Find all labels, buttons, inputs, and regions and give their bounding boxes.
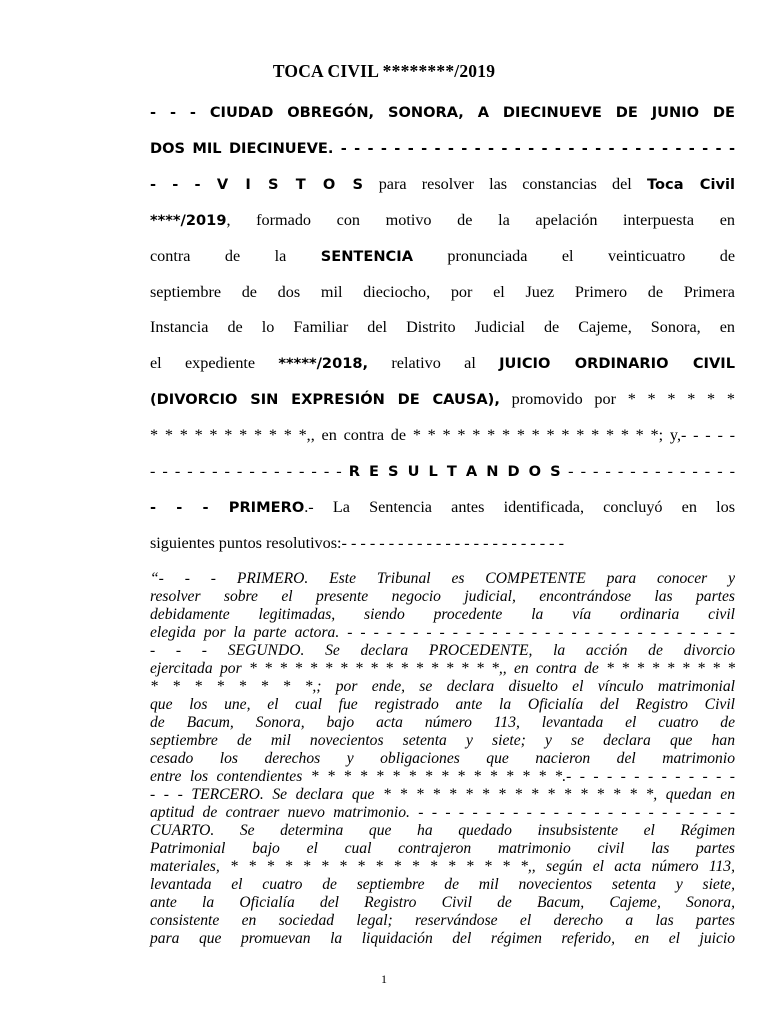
quote-line: materiales, * * * * * * * * * * * * * * * * *,, según el acta número 113,	[150, 858, 735, 875]
paragraph-line: ****/2019, formado con motivo de la apelación interpuesta en	[150, 211, 735, 229]
resultandos-heading: - - - - - - - - - - - - - - - - R E S U L T A N D O S - - - - - - - - - - - - - -	[150, 462, 736, 480]
paragraph-line: (DIVORCIO SIN EXPRESIÓN DE CAUSA), promovido por * * * * * *	[150, 390, 735, 408]
primero-line: - - - PRIMERO.- La Sentencia antes identificada, concluyó en los	[150, 498, 735, 516]
paragraph-line: Instancia de lo Familiar del Distrito Judicial de Cajeme, Sonora, en	[150, 318, 735, 336]
quote-line: consistente en sociedad legal; reservándose el derecho a las partes	[150, 912, 735, 929]
paragraph-line: * * * * * * * * * * *,, en contra de * * * * * * * * * * * * * * * * *; y,- - - - -	[150, 426, 735, 444]
quote-line: que los une, el cual fue registrado ante la Oficialía del Registro Civil	[150, 696, 735, 713]
quote-line: * * * * * * * *,; por ende, se declara disuelto el vínculo matrimonial	[150, 678, 735, 695]
quote-line: levantada el cuatro de septiembre de mil novecientos setenta y siete,	[150, 876, 735, 893]
quote-line: septiembre de mil novecientos setenta y siete; y se declara que han	[150, 732, 735, 749]
quote-line: debidamente legitimadas, siendo procedente la vía ordinaria civil	[150, 606, 735, 623]
document-title: TOCA CIVIL ********/2019	[272, 61, 496, 81]
paragraph-line: el expediente *****/2018, relativo al JUICIO ORDINARIO CIVIL	[150, 354, 735, 372]
quote-line: cesado los derechos y obligaciones que nacieron del matrimonio	[150, 750, 735, 767]
vistos-line: - - - V I S T O S para resolver las constancias del Toca Civil	[150, 175, 735, 193]
quote-line: - - - SEGUNDO. Se declara PROCEDENTE, la acción de divorcio	[150, 642, 735, 659]
paragraph-line: siguientes puntos resolutivos:- - - - - - - - - - - - - - - - - - - - - - - -	[150, 534, 564, 552]
quote-line: - - - TERCERO. Se declara que * * * * * * * * * * * * * * * * *, quedan en	[150, 786, 735, 803]
quote-line: de Bacum, Sonora, bajo acta número 113, levantada el cuatro de	[150, 714, 735, 731]
quote-line: ejercitada por * * * * * * * * * * * * * * * * *,, en contra de * * * * * * * * *	[150, 660, 735, 677]
quote-line: ante la Oficialía del Registro Civil de Bacum, Cajeme, Sonora,	[150, 894, 735, 911]
date-line-cont: DOS MIL DIECINUEVE. - - - - - - - - - - - - - - - - - - - - - - - - - - - - - -	[150, 140, 735, 157]
quote-line: “- - - PRIMERO. Este Tribunal es COMPETENTE para conocer y	[150, 570, 735, 587]
paragraph-line: septiembre de dos mil dieciocho, por el Juez Primero de Primera	[150, 283, 735, 301]
quote-line: aptitud de contraer nuevo matrimonio. - - - - - - - - - - - - - - - - - - - - - - - -	[150, 804, 735, 821]
paragraph-line: contra de la SENTENCIA pronunciada el veinticuatro de	[150, 247, 736, 265]
quote-line: CUARTO. Se determina que ha quedado insubsistente el Régimen	[150, 822, 735, 839]
quote-line: entre los contendientes * * * * * * * * * * * * * * * *.- - - - - - - - - - - - -	[150, 768, 735, 785]
quote-line: elegida por la parte actora. - - - - - - - - - - - - - - - - - - - - - - - - - - - - - -	[150, 624, 735, 641]
page-number: 1	[381, 972, 387, 986]
quote-line: para que promuevan la liquidación del régimen referido, en el juicio	[150, 930, 735, 947]
date-line: - - - CIUDAD OBREGÓN, SONORA, A DIECINUEVE DE JUNIO DE	[150, 104, 735, 121]
quote-line: Patrimonial bajo el cual contrajeron matrimonio civil las partes	[150, 840, 735, 857]
quote-line: resolver sobre el presente negocio judicial, encontrándose las partes	[150, 588, 735, 605]
